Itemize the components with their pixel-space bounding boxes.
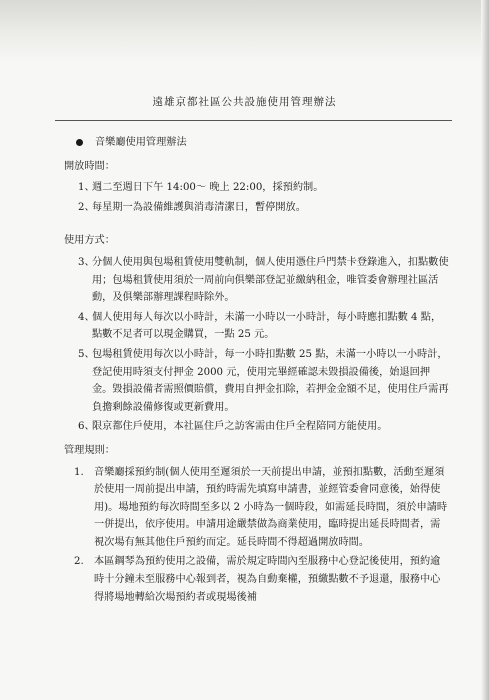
document-body <box>64 134 449 608</box>
list-item <box>78 199 449 217</box>
item-number: 1. <box>74 466 84 478</box>
bullet-icon <box>76 139 83 146</box>
item-number: 1、 <box>78 182 95 194</box>
list-item <box>78 309 449 344</box>
rules-list <box>64 464 449 607</box>
item-number: 5、 <box>78 348 95 360</box>
item-text: 包場租賃使用每次以小時計，每一小時扣點數 25 點，未滿一小時以一小時計，登記使用時須支付押金 2000 元，使用完畢經確認未毀損設備後，始退回押金。毀損設備者需照價賠償，費用自押金扣除，若押金金額不足，使用住戶需再負擔剩餘設備修復或更新費用。 <box>92 348 449 413</box>
item-text: 本區鋼琴為預約使用之設備，需於規定時間內至服務中心登記後使用，預約逾時十分鐘未至服務中心報到者，視為自動棄權，預繳點數不予退還，服務中心得將場地轉給次場預約者或現場後補 <box>94 556 441 603</box>
section-title-text: 音樂廳使用管理辦法 <box>95 137 187 148</box>
list-item <box>78 346 449 416</box>
document-header-title: 遠雄京都社區公共設施使用管理辦法 <box>152 96 337 108</box>
item-text: 分個人使用與包場租賃使用雙軌制，個人使用憑住戶門禁卡登錄進入，扣點數使用；包場租賃使用須於一周前向俱樂部登記並繳納租金，唯管委會辦理社區活動，及俱樂部辦理課程時除外。 <box>92 256 449 304</box>
item-number: 2、 <box>78 201 95 213</box>
opening-hours-list <box>64 179 449 216</box>
item-number: 2. <box>74 556 84 568</box>
list-item <box>78 418 449 436</box>
section-title <box>76 134 449 152</box>
usage-heading: 使用方式： <box>64 235 115 247</box>
list-item <box>78 179 449 197</box>
item-text: 音樂廳採預約制(個人使用至遲須於一天前提出申請，並預扣點數，活動至遲須於使用一周前提出申請，預約時需先填寫申請書，並經管委會同意後，始得使用)。場地預約每次時間至多以 2 小時為一個時段，如需延長時間，須於申請時一併提出，依序使用。申請用途嚴禁做為商業使用，臨時提出延長時間者，需視次場有無其他住戶預約而定。延長時間不得超過開放時間。 <box>94 466 448 548</box>
header-divider <box>55 120 452 121</box>
item-text: 週二至週日下午 14:00～ 晚上 22:00，採預約制。 <box>92 182 324 194</box>
rules-heading: 管理規則： <box>64 444 115 456</box>
item-number: 4、 <box>78 311 95 323</box>
list-item <box>74 464 449 552</box>
item-number: 6、 <box>78 421 95 433</box>
list-item <box>74 553 449 606</box>
item-text: 個人使用每人每次以小時計，未滿一小時以一小時計，每小時應扣點數 4 點，點數不足者可以現金購買，一點 25 元。 <box>92 311 442 341</box>
scan-shadow-top <box>0 0 489 62</box>
item-text: 每星期一為設備維護與消毒清潔日，暫停開放。 <box>92 201 306 213</box>
list-item <box>78 254 449 307</box>
item-text: 限京都住戶使用，本社區住戶之訪客需由住戶全程陪同方能使用。 <box>92 421 388 433</box>
usage-list <box>64 254 449 436</box>
item-number: 3、 <box>78 256 95 268</box>
opening-hours-heading: 開放時間： <box>64 160 115 172</box>
